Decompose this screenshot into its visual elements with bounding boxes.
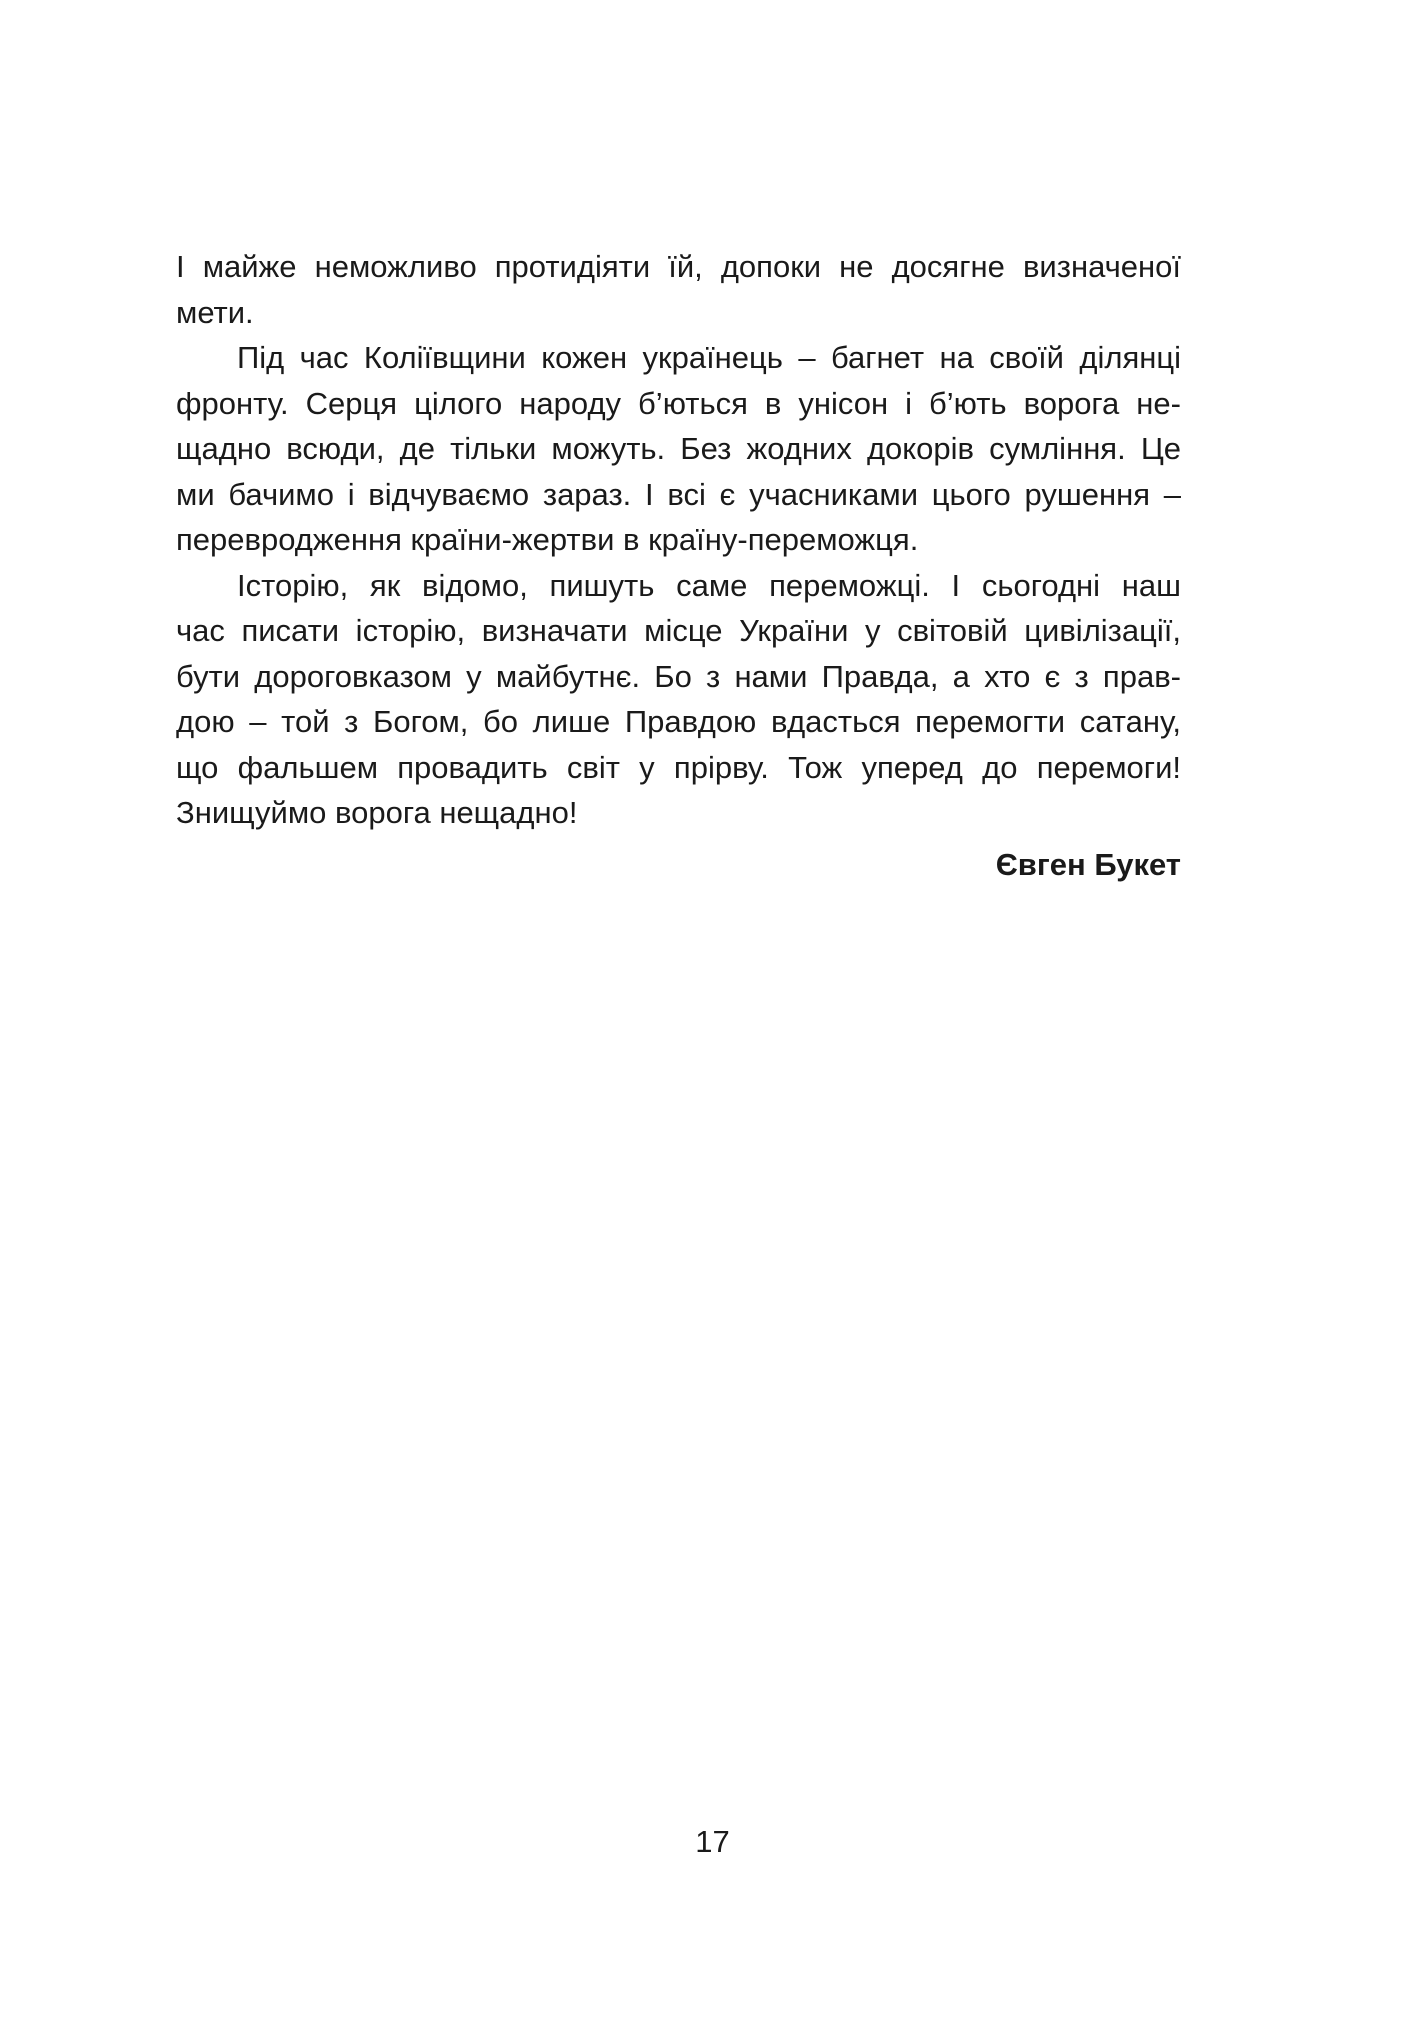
text-line: Під час Коліївщини кожен українець – багнет на своїй ділянці (237, 340, 1181, 375)
text-line: бути дороговказом у майбутнє. Бо з нами Правда, а хто є з прав- (176, 658, 1181, 694)
page-number: 17 (695, 1824, 730, 1859)
text-line: Знищуймо ворога нещадно! (176, 795, 578, 830)
text-line: ми бачимо і відчуваємо зараз. І всі є учасниками цього рушення – (176, 476, 1181, 512)
text-line: час писати історію, визначати місце України у світовій цивілізації, (176, 613, 1181, 648)
body-text (176, 244, 1181, 836)
text-line: фронту. Серця цілого народу б’ються в унісон і б’ють ворога не- (176, 385, 1181, 421)
text-line: що фальшем провадить світ у прірву. Тож уперед до перемоги! (176, 749, 1181, 785)
text-line: перевродження країни-жертви в країну-переможця. (176, 522, 919, 557)
text-line: Історію, як відомо, пишуть саме переможці. І сьогодні наш (237, 567, 1181, 603)
text-line: дою – той з Богом, бо лише Правдою вдасться перемогти сатану, (176, 704, 1181, 739)
text-line: І майже неможливо протидіяти їй, допоки не досягне визначеної (176, 249, 1181, 284)
text-line: мети. (176, 294, 254, 330)
author-signature: Євген Букет (995, 847, 1181, 882)
text-line: щадно всюди, де тільки можуть. Без жодних докорів сумління. Це (176, 431, 1181, 466)
